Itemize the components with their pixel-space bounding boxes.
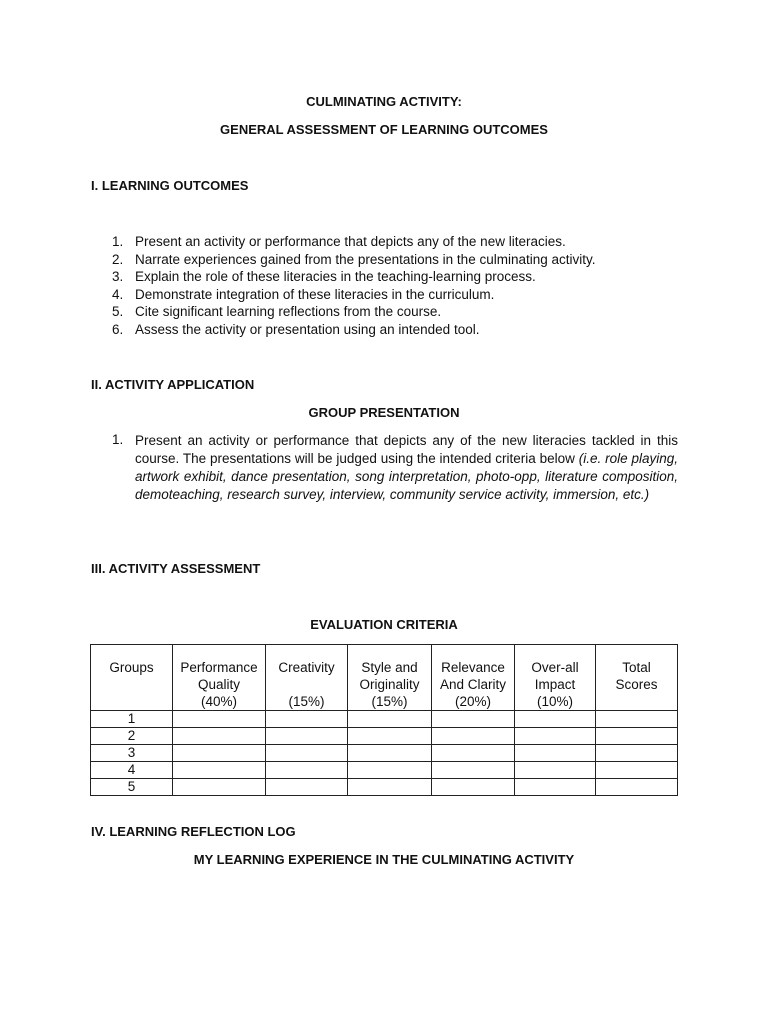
score-cell[interactable]	[515, 745, 596, 762]
score-cell[interactable]	[596, 779, 678, 796]
score-cell[interactable]	[173, 711, 266, 728]
group-number: 3	[91, 745, 173, 762]
score-cell[interactable]	[515, 762, 596, 779]
score-cell[interactable]	[432, 728, 515, 745]
table-row	[91, 779, 678, 796]
score-cell[interactable]	[348, 779, 432, 796]
reflection-log-subheading: MY LEARNING EXPERIENCE IN THE CULMINATING ACTIVITY	[193, 852, 575, 867]
score-cell[interactable]	[173, 779, 266, 796]
document-subtitle: GENERAL ASSESSMENT OF LEARNING OUTCOMES	[220, 122, 548, 137]
activity-examples: (i.e. role playing, artwork exhibit, dance presentation, song interpretation, photo-opp, literature composition, demoteaching, research survey, interview, community service activity, immersion, etc.)	[135, 451, 678, 502]
score-cell[interactable]	[432, 762, 515, 779]
section-4-heading: IV. LEARNING REFLECTION LOG	[91, 824, 296, 839]
section-2-heading: II. ACTIVITY APPLICATION	[91, 377, 255, 392]
list-item: 1. Present an activity or performance that depicts any of the new literacies.	[112, 234, 566, 249]
activity-application-item: 1. Present an activity or performance that depicts any of the new literacies tackled in this course. The presentations will be judged using the intended criteria below (i.e. role playing, artwork exhibit, dance presentation, song interpretation, photo-opp, literature composition, demoteaching, research survey, interview, community service activity, immersion, etc.)	[112, 432, 678, 502]
score-cell[interactable]	[432, 711, 515, 728]
score-cell[interactable]	[266, 762, 348, 779]
header-groups: Groups	[91, 645, 173, 711]
score-cell[interactable]	[348, 745, 432, 762]
group-number: 1	[91, 711, 173, 728]
score-cell[interactable]	[515, 779, 596, 796]
score-cell[interactable]	[348, 711, 432, 728]
evaluation-criteria-table	[90, 644, 678, 796]
list-item: 2. Narrate experiences gained from the presentations in the culminating activity.	[112, 251, 596, 267]
score-cell[interactable]	[596, 711, 678, 728]
list-item: 4. Demonstrate integration of these literacies in the curriculum.	[112, 286, 495, 302]
activity-description: Present an activity or performance that depicts any of the new literacies tackled in this course. The presentations will be judged using the intended criteria below	[135, 433, 678, 466]
table-row	[91, 745, 678, 762]
score-cell[interactable]	[266, 728, 348, 745]
score-cell[interactable]	[266, 711, 348, 728]
table-row	[91, 711, 678, 728]
score-cell[interactable]	[515, 728, 596, 745]
group-number: 5	[91, 779, 173, 796]
group-number: 2	[91, 728, 173, 745]
table-row	[91, 728, 678, 745]
learning-outcomes-list	[112, 233, 596, 338]
score-cell[interactable]	[173, 762, 266, 779]
header-performance-quality: Performance Quality (40%)	[173, 645, 266, 711]
score-cell[interactable]	[596, 762, 678, 779]
section-3-heading: III. ACTIVITY ASSESSMENT	[91, 561, 261, 576]
list-item: 3. Explain the role of these literacies in the teaching-learning process.	[112, 269, 536, 284]
score-cell[interactable]	[173, 745, 266, 762]
score-cell[interactable]	[432, 779, 515, 796]
table-title: EVALUATION CRITERIA	[310, 617, 458, 632]
score-cell[interactable]	[515, 711, 596, 728]
score-cell[interactable]	[173, 728, 266, 745]
section-1-heading: I. LEARNING OUTCOMES	[91, 178, 249, 193]
score-cell[interactable]	[432, 745, 515, 762]
group-presentation-heading: GROUP PRESENTATION	[308, 405, 460, 420]
table-row	[91, 762, 678, 779]
group-number: 4	[91, 762, 173, 779]
header-relevance-clarity: Relevance And Clarity (20%)	[432, 645, 515, 711]
score-cell[interactable]	[348, 762, 432, 779]
document-title: CULMINATING ACTIVITY:	[306, 94, 462, 109]
score-cell[interactable]	[596, 745, 678, 762]
list-item: 6. Assess the activity or presentation using an intended tool.	[112, 321, 480, 337]
score-cell[interactable]	[596, 728, 678, 745]
list-item: 5. Cite significant learning reflections from the course.	[112, 304, 442, 319]
header-style-originality: Style and Originality (15%)	[348, 645, 432, 711]
table-header-row	[91, 645, 678, 711]
header-overall-impact: Over-all Impact (10%)	[515, 645, 596, 711]
score-cell[interactable]	[266, 779, 348, 796]
header-total-scores: Total Scores	[596, 645, 678, 711]
score-cell[interactable]	[266, 745, 348, 762]
header-creativity: Creativity (15%)	[266, 645, 348, 711]
score-cell[interactable]	[348, 728, 432, 745]
